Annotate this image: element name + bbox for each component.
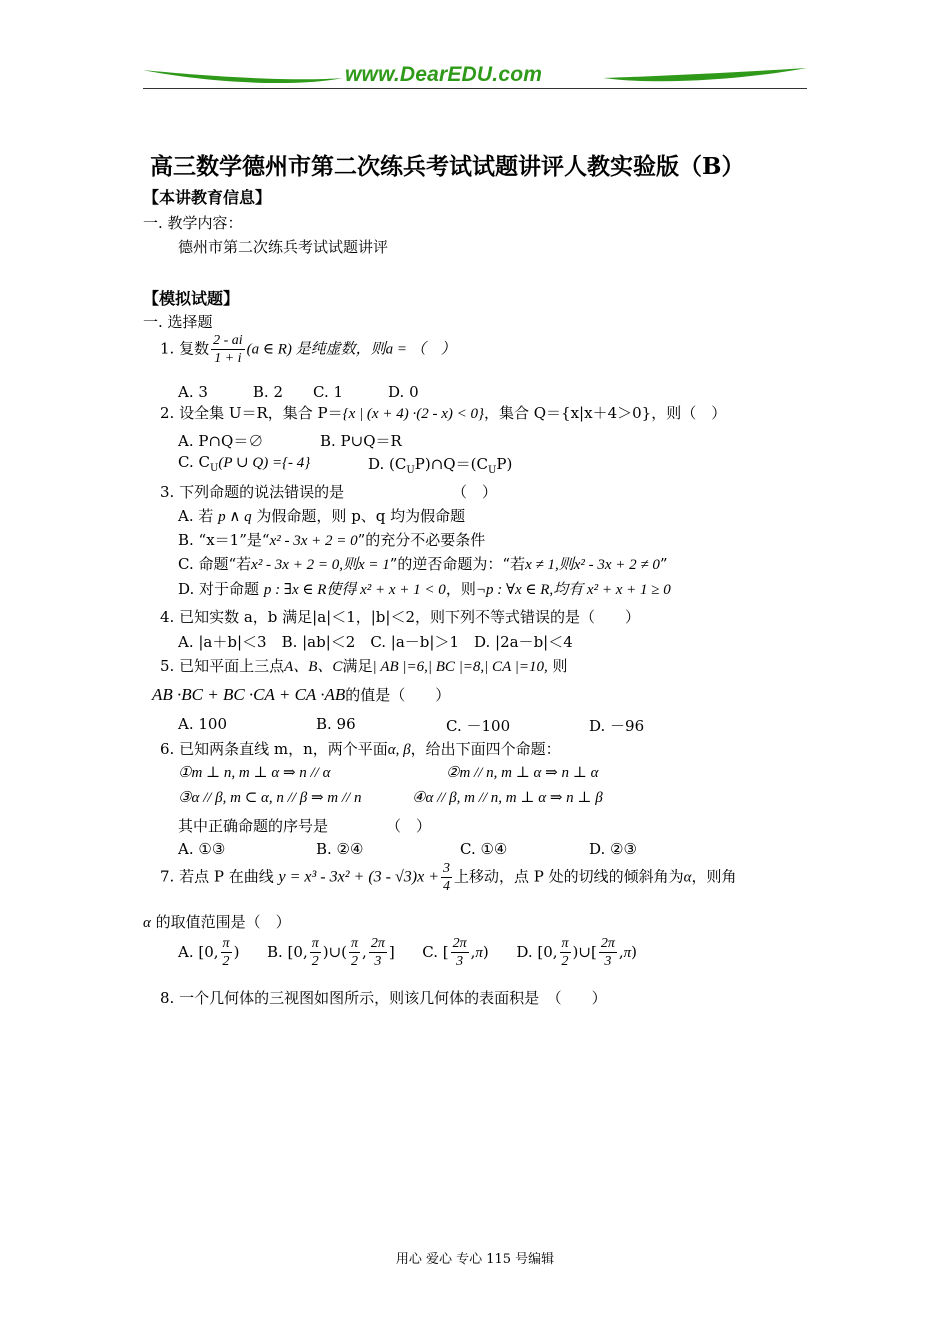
q3-option-d: D. 对于命题 p : ∃x ∈ R使得 x² + x + 1 < 0，则¬p : ∀x ∈ R,均有 x² + x + 1 ≥ 0 [178, 580, 671, 598]
q2-option-a: A. P∩Q＝∅ [178, 432, 264, 450]
question-3: 3. 下列命题的说法错误的是 [160, 483, 345, 501]
header-rule [143, 88, 807, 89]
q3-option-a: A. 若 p ∧ q 为假命题，则 p、q 均为假命题 [178, 507, 466, 525]
q3-option-c: C. 命题“若x² - 3x + 2 = 0,则x = 1”的逆否命题为：“若x ≠ 1,则x² - 3x + 2 ≠ 0” [178, 555, 668, 573]
q2-option-c: C. $C_U(P$ ∪ Q) ={- 4} [178, 453, 311, 474]
q6-option-b: B. ②④ [316, 840, 364, 858]
q6-proposition-4: ④α // β, m // n, m ⊥ α ⇒ n ⊥ β [412, 790, 603, 806]
q7-option-c: C. [ $\frac{2\pi}{3}$ ,π) [422, 936, 489, 969]
section-heading-info: 【本讲教育信息】 [143, 188, 272, 207]
q5-option-b: B. 96 [316, 715, 356, 733]
q3-option-b: B. “x＝1”是“x² - 3x + 2 = 0”的充分不必要条件 [178, 531, 486, 549]
q7-option-b: B. [0, $\frac{\pi}{2}$ )∪( $\frac{\pi}{2}$ , $\frac{2\pi}{3}$ ] [266, 936, 395, 969]
section-heading-exam: 【模拟试题】 [143, 289, 240, 308]
choice-heading: 一. 选择题 [143, 313, 213, 331]
site-logo[interactable]: www.DearEDU.com [345, 63, 543, 86]
page-title: 高三数学德州市第二次练兵考试试题讲评人教实验版（B） [150, 153, 745, 180]
q5-option-a: A. 100 [178, 715, 227, 733]
question-3-paren: （ ） [452, 483, 498, 501]
question-4-options: A. |a＋b|＜3 B. |ab|＜2 C. |a－b|＞1 D. |2a－b|＜4 [178, 633, 573, 651]
q5-option-c: C. －100 [446, 717, 511, 735]
q6-option-d: D. ②③ [589, 840, 637, 858]
q5-option-d: D. －96 [589, 717, 645, 735]
q6-proposition-1: ①m ⊥ n, m ⊥ α ⇒ n // α [178, 765, 331, 781]
q2-option-d: D. $(C_UP)\cap Q=(C_UP)$ [368, 455, 513, 476]
q7-option-a: A. [0, $\frac{\pi}{2}$ ) [178, 936, 240, 969]
q6-option-c: C. ①④ [460, 840, 508, 858]
question-1-options: A. 3 B. 2 C. 1 D. 0 [178, 383, 419, 401]
question-6-paren: （ ） [386, 817, 432, 835]
page-footer: 用心 爱心 专心 115 号编辑 [395, 1252, 555, 1267]
content-text: 德州市第二次练兵考试试题讲评 [178, 238, 389, 256]
q2-option-b: B. P∪Q＝R [320, 432, 402, 450]
question-7: 7. 若点 P 在曲线 y = x³ - 3x² + (3 - √3)x + $\frac{3}{4}$ 上移动，点 P 处的切线的倾斜角为α，则角 [160, 861, 737, 894]
question-1: 1. 复数 $\frac{2 - ai}{1 + i}$ (a ∈ R) 是纯虚数，则a = （ ） [160, 333, 456, 366]
question-4: 4. 已知实数 a，b 满足|a|＜1，|b|＜2，则下列不等式错误的是（ ） [160, 608, 641, 626]
question-5-expression: AB ·BC + BC ·CA + CA ·AB的值是（ ） [152, 685, 451, 704]
question-5: 5. 已知平面上三点A、B、C满足| AB |=6,| BC |=8,| CA |=10, 则 [160, 657, 568, 675]
question-2: 2. 设全集 U＝R，集合 P＝{x | (x + 4) ·(2 - x) < 0}，集合 Q＝{x|x＋4＞0}，则（ ） [160, 404, 727, 422]
q6-proposition-3: ③α // β, m ⊂ α, n // β ⇒ m // n [178, 790, 362, 806]
q6-proposition-2: ②m // n, m ⊥ α ⇒ n ⊥ α [446, 765, 599, 781]
question-8: 8. 一个几何体的三视图如图所示，则该几何体的表面积是 （ ） [160, 989, 607, 1007]
q7-option-d: D. [0, $\frac{\pi}{2}$ )∪[ $\frac{2\pi}{3}$ ,π) [516, 936, 637, 969]
q7-options [178, 935, 637, 970]
question-7-continued: α 的取值范围是（ ） [143, 913, 291, 931]
content-label: 一. 教学内容： [143, 214, 243, 232]
question-6: 6. 已知两条直线 m，n，两个平面α, β，给出下面四个命题： [160, 740, 561, 758]
q6-option-a: A. ①③ [178, 840, 226, 858]
question-6-prompt: 其中正确命题的序号是 [178, 817, 329, 835]
